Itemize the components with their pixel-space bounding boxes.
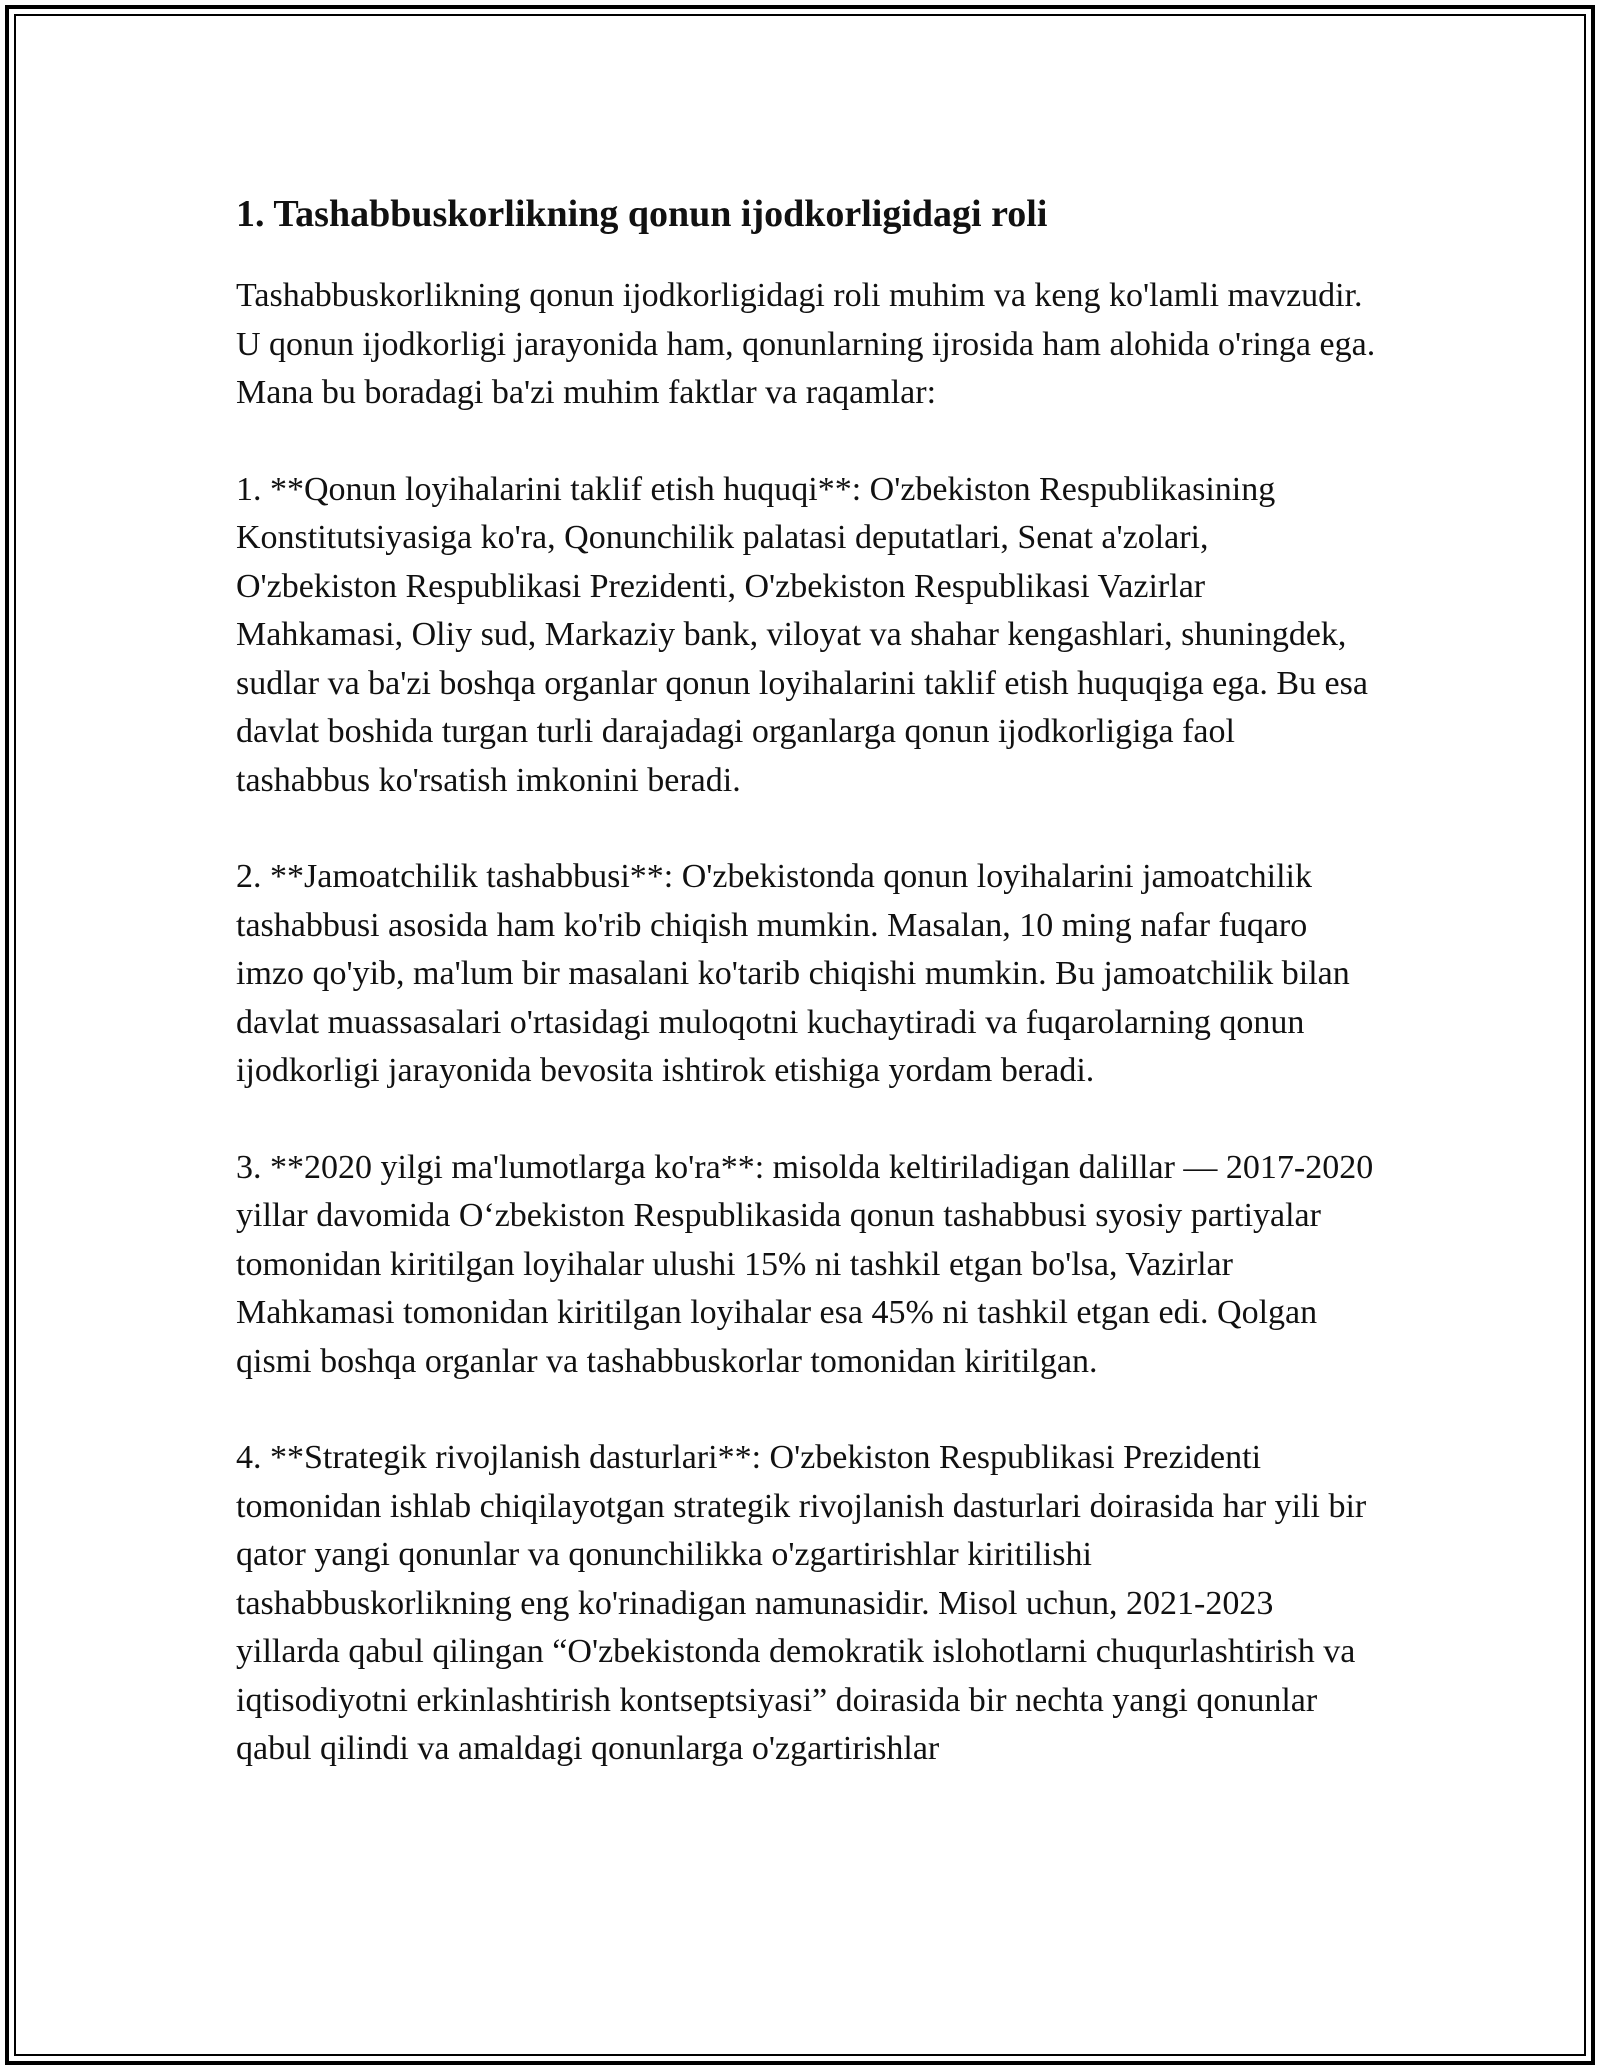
list-item-1: 1. **Qonun loyihalarini taklif etish huquqi**: O'zbekiston Respublikasining Konstitutsiyasiga ko'ra, Qonunchilik palatasi deputatlari, Senat a'zolari, O'zbekiston Respublikasi Prezidenti, O'zbekiston Respublikasi Vazirlar Mahkamasi, Oliy sud, Markaziy bank, viloyat va shahar kengashlari, shuningdek, sudlar va ba'zi boshqa organlar qonun loyihalarini taklif etish huquqiga ega. Bu esa davlat boshida turgan turli darajadagi organlarga qonun ijodkorligiga faol tashabbus ko'rsatish imkonini beradi. — [236, 470, 1368, 799]
list-item-2: 2. **Jamoatchilik tashabbusi**: O'zbekistonda qonun loyihalarini jamoatchilik tashabbusi asosida ham ko'rib chiqish mumkin. Masalan, 10 ming nafar fuqaro imzo qo'yib, ma'lum bir masalani ko'tarib chiqishi mumkin. Bu jamoatchilik bilan davlat muassasalari o'rtasidagi muloqotni kuchaytiradi va fuqarolarning qonun ijodkorligi jarayonida bevosita ishtirok etishiga yordam beradi. — [236, 858, 1350, 1089]
list-item-4: 4. **Strategik rivojlanish dasturlari**: O'zbekiston Respublikasi Prezidenti tomonidan ishlab chiqilayotgan strategik rivojlanish dasturlari doirasida har yili bir qator yangi qonunlar va qonunchilikka o'zgartirishlar kiritilishi tashabbuskorlikning eng ko'rinadigan namunasidir. Misol uchun, 2021-2023 yillarda qabul qilingan “O'zbekistonda demokratik islohotlarni chuqurlashtirish va iqtisodiyotni erkinlashtirish kontseptsiyasi” doirasida bir nechta yangi qonunlar qabul qilindi va amaldagi qonunlarga o'zgartirishlar — [236, 1439, 1367, 1767]
intro-paragraph: Tashabbuskorlikning qonun ijodkorligidagi roli muhim va keng ko'lamli mavzudir. U qonun ijodkorligi jarayonida ham, qonunlarning ijrosida ham alohida o'ringa ega. Mana bu boradagi ba'zi muhim faktlar va raqamlar: — [236, 277, 1376, 411]
document-body — [236, 184, 1376, 1774]
section-heading: 1. Tashabbuskorlikning qonun ijodkorligidagi roli — [236, 193, 1048, 235]
list-item-3: 3. **2020 yilgi ma'lumotlarga ko'ra**: misolda keltiriladigan dalillar — 2017-2020 yillar davomida O‘zbekiston Respublikasida qonun tashabbusi syosiy partiyalar tomonidan kiritilgan loyihalar ulushi 15% ni tashkil etgan bo'lsa, Vazirlar Mahkamasi tomonidan kiritilgan loyihalar esa 45% ni tashkil etgan edi. Qolgan qismi boshqa organlar va tashabbuskorlar tomonidan kiritilgan. — [236, 1148, 1374, 1380]
